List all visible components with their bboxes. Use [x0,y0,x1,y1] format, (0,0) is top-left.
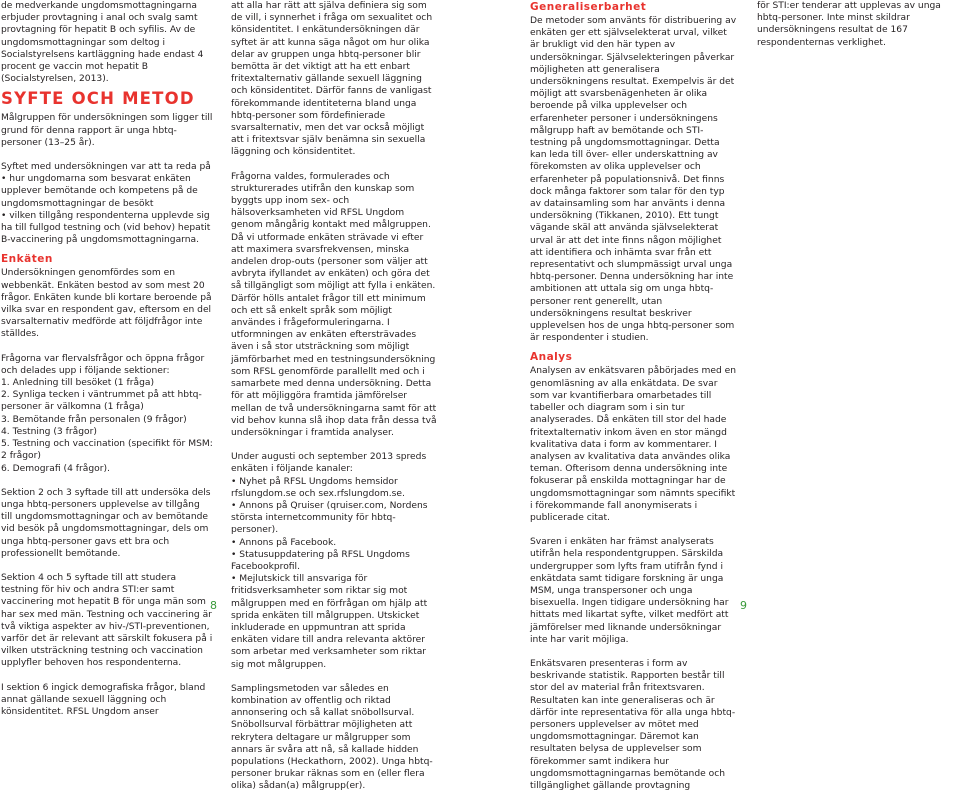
subheading-analys: Analys [530,351,573,364]
purpose-intro: Syftet med undersökningen var att ta reda på [1,162,211,173]
channels-intro: Under augusti och september 2013 spreds enkäten i följande kanaler: [231,452,427,475]
analysis-paragraph-3: Enkätsvaren presenteras i form av beskrivande statistik. Rapporten består till stor del av material från fritextsvaren. Resultaten kan inte generaliseras och är därför inte representativa för alla unga hbtq-personers upplevelser av mötet med ungdomsmottagningar. Däremot kan resultaten belysa de upplevelser som förekommer samt indikera hur ungdomsmottagningarnas bemötande och tillgänglighet gällande provtagning [530,658,736,791]
questions-intro: Frågorna var flervalsfrågor och öppna frågor och delades upp i följande sektioner: [1,353,205,376]
generalization-paragraph: De metoder som använts för distribuering av enkäten ger ett självselekterat urval, vilket är brukligt vid den här typen av undersökningar. Självselekteringen påverkar möjligheten att generalisera undersökningens resultat. Exempelvis är det möjligt att svarsbenägenheten är olika beroende på vilka upplevelser och erfarenheter personer i undersökningens målgrupp haft av bemötande och STI-testning på ungdomsmottagningar. Detta kan leda till över- eller underskattning av förekomsten av olika upplevelser och erfarenheter på populationsnivå. Det finns dock många faktorer som talar för den typ av datainsamling som har använts i denna undersökning (Tikkanen, 2010). Ett tungt vägande skäl att använda självselekterat urval är att det inte finns någon möjlighet att identifiera och inhämta svar från ett representativt och slumpmässigt urval unga hbtq-personer. Denna undersökning har inte ambitionen att uttala sig om unga hbtq-personer rent generellt, utan undersökningens resultat beskriver upplevelsen hos de unga hbtq-personer som är respondenter i studien. [530,16,737,344]
middle-column [231,0,437,793]
list-item: • Nyhet på RFSL Ungdoms hemsidor rfslungdom.se och sex.rfslungdom.se. [231,476,405,499]
channels-list [231,476,437,671]
list-item: • Annons på Qruiser (qruiser.com, Nordens största internetcommunity för hbtq-personer). [231,500,428,536]
list-item: 3. Bemötande från personalen (9 frågor) [1,414,187,425]
list-item: • vilken tillgång respondenterna upplevde sig ha till fullgod testning och (vid behov) hepatit B-vaccinering på ungdomsmottagningarna. [1,210,211,246]
left-column [1,0,213,718]
list-item: • Annons på Facebook. [231,537,337,548]
analysis-paragraph-1: Analysen av enkätsvaren påbörjades med en genomläsning av alla enkätdata. De svar som var kvantifierbara omarbetades till tabeller och diagram som i sin tur analyserades. Då enkäten till stor del hade fritextalternativ inkom även en stor mängd kvalitativa data i form av kommentarer. I analysen av kvalitativa data användes olika teman. Ofterisom denna undersökning inte fokuserar på enskilda mottagningar har de ungdomsmottagningar som nämnts specifikt i förekommande fall anonymiserats i publicerade citat. [530,366,737,523]
list-item: • Mejlutskick till ansvariga för fritidsverksamheter som riktar sig mot målgruppen med en förfrågan om hjälp att sprida enkäten till målgruppen. Utskicket inkluderade en uppmuntran att sprida enkäten vidare till andra relevanta aktörer som arbetar med verksamheter som riktar sig mot målgruppen. [231,574,428,670]
subheading-generaliserbarhet: Generaliserbarhet [530,1,647,13]
list-item: 6. Demografi (4 frågor). [1,463,110,474]
list-item: 4. Testning (3 frågor) [1,426,97,437]
list-item: • hur ungdomarna som besvarat enkäten upplever bemötande och kompetens på de ungdomsmottagningar de besökt [1,174,198,209]
sections-list [1,377,213,475]
conclusion-paragraph: för STI:er tenderar att upplevas av unga hbtq-personer. Inte minst skildrar undersökningens resultat de 167 respondenternas verklighet. [757,1,941,48]
section-heading-syfte: SYFTE OCH METOD [1,89,195,109]
far-right-column [757,0,960,49]
right-column [530,0,737,792]
list-item: 1. Anledning till besöket (1 fråga) [1,378,155,389]
list-item: 2. Synliga tecken i väntrummet på att hbtq-personer är välkomna (1 fråga) [1,390,202,413]
page-number-right: 9 [740,599,747,612]
page-number-left: 8 [210,599,217,612]
design-paragraph: Frågorna valdes, formulerades och strukturerades utifrån den kunskap som byggts upp inom sex- och hälsoverksamheten vid RFSL Ungdom genom mångårig kontakt med målgruppen. Då vi utformade enkäten strävade vi efter att maximera svarsfrekvensen, minska andelen drop-outs (personer som väljer att avbryta ifyllandet av enkäten) och göra det så tillgängligt som möjligt att fylla i enkäten. Därför hölls antalet frågor till ett minimum och ett så enkelt språk som möjligt användes i frågeformuleringarna. I utformningen av enkäten eftersträvades även i så stor utsträckning som möjligt jämförbarhet med en testningsundersökning som RFSL genomförde parallellt med och i samarbete med denna undersökning. Detta för att möjliggöra framtida jämförelser mellan de två undersökningarna samt för att vid behov kunna slå ihop data från dessa två undersökningar i framtida analyser. [231,171,437,438]
sampling-paragraph: Samplingsmetoden var således en kombination av offentlig och riktad annonsering och så kallat snöbollsurval. Snöbollsurval förbättrar möjligheten att rekrytera deltagare ur målgrupper som annars är svåra att nå, så kallade hidden populations (Heckathorn, 2002). Unga hbtq-personer brukar räknas som en (eller flera olika) sådan(a) målgrupp(er). [231,683,433,792]
section-2-3-paragraph: Sektion 2 och 3 syftade till att undersöka dels unga hbtq-personers upplevelse av tillgång till ungdomsmottagningar och av bemötande vid besök på ungdomsmottagningar, dels om unga hbtq-personer gavs ett bra och professionellt bemötande. [1,487,211,559]
purpose-list [1,173,213,246]
intro-paragraph: de medverkande ungdomsmottagningarna erbjuder provtagning i anal och svalg samt provtagning för hepatit B och syfilis. Av de ungdomsmottagningar som deltog i Socialstyrelsens kartläggning hade endast 4 procent ge vaccin mot hepatit B (Socialstyrelsen, 2013). [1,1,204,85]
section-6-paragraph: I sektion 6 ingick demografiska frågor, bland annat gällande sexuell läggning och könsidentitet. RFSL Ungdom anser [1,682,206,717]
enkaten-paragraph: Undersökningen genomfördes som en webbenkät. Enkäten bestod av som mest 20 frågor. Enkäten kunde bli kortare beroende på vilka svar en respondent gav, eftersom en del svarsalternativ medförde att följdfrågor inte ställdes. [1,268,212,340]
analysis-paragraph-2: Svaren i enkäten har främst analyserats utifrån hela respondentgruppen. Särskilda undergrupper som lyfts fram utifrån fynd i enkätdata samt tidigare forskning är unga MSM, unga transpersoner och unga bisexuella. Ingen tidigare undersökning har hittats med likartat syfte, vilket medfört att jämförelser med liknande undersökningar inte har varit möjliga. [530,537,729,645]
list-item: • Statusuppdatering på RFSL Ungdoms Facebookprofil. [231,549,410,572]
identity-paragraph: att alla har rätt att själva definiera sig som de vill, i synnerhet i fråga om sexualitet och könsidentitet. I enkätundersökningen där syftet är att kunna säga något om hur olika delar av gruppen unga hbtq-personer blir bemötta är det viktigt att ha ett enbart fritextalternativ gällande sexuell läggning och könsidentitet. Därför fanns de vanligast förekommande identiteterna bland unga hbtq-personer som fördefinierade svarsalternativ, men det var också möjligt att i fritextsvar själv benämna sin sexuella läggning och könsidentitet. [231,1,433,158]
list-item: 5. Testning och vaccination (specifikt för MSM: 2 frågor) [1,439,213,462]
target-group-paragraph: Målgruppen för undersökningen som ligger till grund för denna rapport är unga hbtq-personer (13–25 år). [1,113,213,148]
section-4-5-paragraph: Sektion 4 och 5 syftade till att studera testning för hiv och andra STI:er samt vaccinering mot hepatit B för unga män som har sex med män. Testning och vaccinering är två viktiga aspekter av hiv-/STI-preventionen, varför det är relevant att särskilt fokusera på i vilken utsträckning testning och vaccination upplyfler behoven hos respondenterna. [1,572,213,669]
subheading-enkaten: Enkäten [1,253,53,266]
